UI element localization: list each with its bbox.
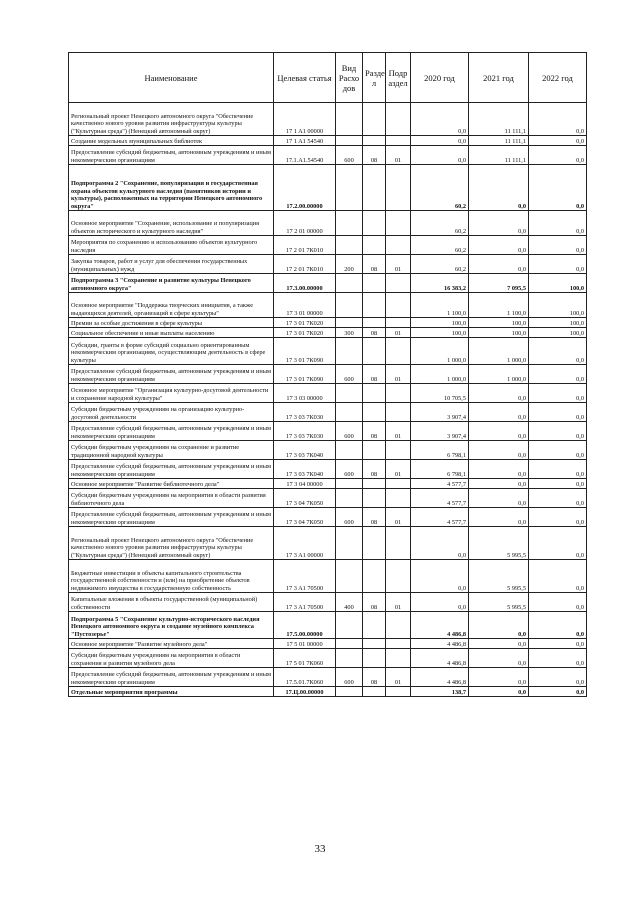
table-row xyxy=(69,274,587,293)
row-2022: 0,0 xyxy=(529,508,587,527)
row-subsection xyxy=(386,236,411,255)
row-name: Социальное обеспечение и иные выплаты населению xyxy=(69,328,274,338)
row-2021: 1 100,0 xyxy=(469,293,529,318)
row-section xyxy=(363,274,386,293)
row-2022: 0,0 xyxy=(529,255,587,274)
row-expense-type xyxy=(336,441,363,460)
row-2020: 4 486,8 xyxy=(411,649,469,668)
row-subsection xyxy=(386,338,411,365)
header-section: Разде л xyxy=(363,53,386,103)
row-target-article: 17.Ц.00.00000 xyxy=(274,687,336,697)
row-subsection: 01 xyxy=(386,668,411,687)
row-name: Предоставление субсидий бюджетным, автономным учреждениям и иным некоммерческим организациям xyxy=(69,365,274,384)
row-2020: 60,2 xyxy=(411,236,469,255)
row-expense-type: 200 xyxy=(336,255,363,274)
row-expense-type: 300 xyxy=(336,328,363,338)
row-name: Предоставление субсидий бюджетным, автономным учреждениям и иным некоммерческим организациям xyxy=(69,508,274,527)
row-2021: 0,0 xyxy=(469,687,529,697)
row-2022: 100,0 xyxy=(529,318,587,328)
row-target-article: 17 5 01 7К060 xyxy=(274,649,336,668)
row-section: 08 xyxy=(363,422,386,441)
row-target-article: 17 3 01 7К020 xyxy=(274,328,336,338)
row-name: Основное мероприятие "Поддержка творческих инициатив, а также выдающихся деятелей, организаций в сфере культуры" xyxy=(69,293,274,318)
row-2020: 6 798,1 xyxy=(411,441,469,460)
row-2021: 0,0 xyxy=(469,441,529,460)
row-target-article: 17.3.00.00000 xyxy=(274,274,336,293)
row-2021: 7 095,5 xyxy=(469,274,529,293)
row-2022: 0,0 xyxy=(529,612,587,639)
row-2020: 1 000,0 xyxy=(411,338,469,365)
row-section xyxy=(363,338,386,365)
row-name: Закупка товаров, работ и услуг для обеспечения государственных (муниципальных) нужд xyxy=(69,255,274,274)
row-2021: 0,0 xyxy=(469,649,529,668)
row-section xyxy=(363,236,386,255)
table-row xyxy=(69,460,587,479)
row-2020: 16 383,2 xyxy=(411,274,469,293)
row-section xyxy=(363,489,386,508)
row-expense-type xyxy=(336,318,363,328)
row-2021: 100,0 xyxy=(469,328,529,338)
row-2021: 11 111,1 xyxy=(469,146,529,165)
row-2021: 0,0 xyxy=(469,422,529,441)
table-row xyxy=(69,338,587,365)
row-subsection xyxy=(386,165,411,211)
row-2020: 0,0 xyxy=(411,560,469,593)
row-expense-type xyxy=(336,639,363,649)
row-2021: 0,0 xyxy=(469,255,529,274)
row-target-article: 17.1.A1.54540 xyxy=(274,146,336,165)
header-subsection: Подр аздел xyxy=(386,53,411,103)
row-2020: 60,2 xyxy=(411,211,469,236)
row-name: Региональный проект Ненецкого автономного округа "Обеспечение качественно нового уровня развития инфраструктуры культуры ("Культурная среда") (Ненецкий автономный округ) xyxy=(69,527,274,560)
row-2020: 3 907,4 xyxy=(411,403,469,422)
row-2020: 100,0 xyxy=(411,318,469,328)
row-section xyxy=(363,384,386,403)
table-row xyxy=(69,593,587,612)
row-2021: 0,0 xyxy=(469,479,529,489)
row-name: Субсидии бюджетным учреждениям на организацию культурно-досуговой деятельности xyxy=(69,403,274,422)
row-subsection: 01 xyxy=(386,593,411,612)
row-2021: 0,0 xyxy=(469,165,529,211)
row-section xyxy=(363,136,386,146)
row-target-article: 17 3 A1 00000 xyxy=(274,527,336,560)
row-2022: 0,0 xyxy=(529,441,587,460)
row-target-article: 17.2.00.00000 xyxy=(274,165,336,211)
row-section: 08 xyxy=(363,146,386,165)
table-row xyxy=(69,165,587,211)
row-name: Предоставление субсидий бюджетным, автономным учреждениям и иным некоммерческим организациям xyxy=(69,146,274,165)
row-name: Подпрограмма 2 "Сохранение, популяризация и государственная охрана объектов культурного наследия (памятников истории и культуры), расположенных на территории Ненецкого автономного округа" xyxy=(69,165,274,211)
row-expense-type xyxy=(336,165,363,211)
table-row xyxy=(69,489,587,508)
row-subsection xyxy=(386,403,411,422)
row-target-article: 17 3 03 7К030 xyxy=(274,403,336,422)
row-target-article: 17 3 01 7К090 xyxy=(274,338,336,365)
row-section: 08 xyxy=(363,255,386,274)
row-section: 08 xyxy=(363,328,386,338)
row-expense-type: 600 xyxy=(336,146,363,165)
row-subsection xyxy=(386,527,411,560)
row-subsection: 01 xyxy=(386,328,411,338)
row-2022: 0,0 xyxy=(529,489,587,508)
page-number: 33 xyxy=(314,843,326,855)
row-2021: 0,0 xyxy=(469,508,529,527)
row-name: Отдельные мероприятия программы xyxy=(69,687,274,697)
table-row xyxy=(69,612,587,639)
row-2021: 11 111,1 xyxy=(469,136,529,146)
row-target-article: 17 3 03 7К030 xyxy=(274,422,336,441)
row-subsection: 01 xyxy=(386,365,411,384)
row-name: Региональный проект Ненецкого автономного округа "Обеспечение качественно нового уровня развития инфраструктуры культуры ("Культурная среда") (Ненецкий автономный округ) xyxy=(69,103,274,136)
row-2021: 1 000,0 xyxy=(469,338,529,365)
table-row xyxy=(69,649,587,668)
row-target-article: 17 3 03 00000 xyxy=(274,384,336,403)
row-section xyxy=(363,639,386,649)
row-name: Основное мероприятие "Сохранение, использование и популяризация объектов исторического и культурного наследия" xyxy=(69,211,274,236)
row-2021: 5 995,5 xyxy=(469,560,529,593)
row-expense-type: 600 xyxy=(336,508,363,527)
row-2022: 0,0 xyxy=(529,422,587,441)
row-name: Субсидии, гранты в форме субсидий социально ориентированным некоммерческим организациям, осуществляющим деятельность в сфере культуры xyxy=(69,338,274,365)
row-2021: 1 000,0 xyxy=(469,365,529,384)
row-2020: 0,0 xyxy=(411,136,469,146)
header-expense-type: Вид Расхо дов xyxy=(336,53,363,103)
row-section xyxy=(363,293,386,318)
row-section: 08 xyxy=(363,668,386,687)
row-2020: 0,0 xyxy=(411,146,469,165)
row-name: Основное мероприятие "Развитие библиотечного дела" xyxy=(69,479,274,489)
row-name: Предоставление субсидий бюджетным, автономным учреждениям и иным некоммерческим организациям xyxy=(69,422,274,441)
row-section xyxy=(363,103,386,136)
row-target-article: 17.5.01.7К060 xyxy=(274,668,336,687)
row-2022: 0,0 xyxy=(529,211,587,236)
row-expense-type xyxy=(336,236,363,255)
row-expense-type xyxy=(336,103,363,136)
row-name: Премии за особые достижения в сфере культуры xyxy=(69,318,274,328)
table-row xyxy=(69,136,587,146)
row-2022: 0,0 xyxy=(529,103,587,136)
row-expense-type xyxy=(336,384,363,403)
table-body xyxy=(69,103,587,697)
row-subsection xyxy=(386,479,411,489)
row-subsection xyxy=(386,103,411,136)
row-target-article: 17 2 01 00000 xyxy=(274,211,336,236)
row-expense-type xyxy=(336,211,363,236)
row-2022: 0,0 xyxy=(529,365,587,384)
row-expense-type: 600 xyxy=(336,460,363,479)
row-subsection: 01 xyxy=(386,460,411,479)
row-2022: 0,0 xyxy=(529,593,587,612)
row-2022: 0,0 xyxy=(529,384,587,403)
table-row xyxy=(69,527,587,560)
row-target-article: 17 3 01 00000 xyxy=(274,293,336,318)
row-target-article: 17 3 03 7К040 xyxy=(274,460,336,479)
row-expense-type xyxy=(336,527,363,560)
row-2022: 0,0 xyxy=(529,338,587,365)
row-subsection xyxy=(386,384,411,403)
row-2022: 0,0 xyxy=(529,639,587,649)
row-2022: 0,0 xyxy=(529,668,587,687)
table-row xyxy=(69,328,587,338)
row-2022: 0,0 xyxy=(529,687,587,697)
row-subsection xyxy=(386,136,411,146)
table-row xyxy=(69,146,587,165)
row-2020: 3 907,4 xyxy=(411,422,469,441)
table-row xyxy=(69,384,587,403)
row-subsection: 01 xyxy=(386,508,411,527)
row-2021: 0,0 xyxy=(469,384,529,403)
row-2021: 0,0 xyxy=(469,460,529,479)
row-expense-type xyxy=(336,293,363,318)
row-2021: 0,0 xyxy=(469,211,529,236)
header-name: Наименование xyxy=(69,53,274,103)
row-2022: 0,0 xyxy=(529,479,587,489)
row-expense-type: 600 xyxy=(336,668,363,687)
table-row xyxy=(69,236,587,255)
row-subsection xyxy=(386,489,411,508)
row-name: Субсидии бюджетным учреждениям на мероприятия в области сохранения и развития музейного дела xyxy=(69,649,274,668)
row-expense-type xyxy=(336,338,363,365)
row-2021: 100,0 xyxy=(469,318,529,328)
row-2022: 100,0 xyxy=(529,328,587,338)
row-2022: 0,0 xyxy=(529,649,587,668)
row-2021: 5 995,5 xyxy=(469,527,529,560)
row-section: 08 xyxy=(363,593,386,612)
row-section xyxy=(363,318,386,328)
row-name: Бюджетные инвестиции в объекты капитального строительства государственной собственности и (или) на приобретение объектов недвижимого имущества в государственную собственность xyxy=(69,560,274,593)
row-2020: 0,0 xyxy=(411,103,469,136)
row-target-article: 17 1 A1 00000 xyxy=(274,103,336,136)
row-2021: 0,0 xyxy=(469,489,529,508)
table-row xyxy=(69,508,587,527)
row-2022: 0,0 xyxy=(529,460,587,479)
row-target-article: 17 3 04 00000 xyxy=(274,479,336,489)
row-expense-type xyxy=(336,403,363,422)
row-2020: 4 486,8 xyxy=(411,668,469,687)
header-2021: 2021 год xyxy=(469,53,529,103)
row-section: 08 xyxy=(363,365,386,384)
table-row xyxy=(69,318,587,328)
row-subsection: 01 xyxy=(386,255,411,274)
table-header-row xyxy=(69,53,587,103)
row-subsection: 01 xyxy=(386,146,411,165)
row-2020: 1 000,0 xyxy=(411,365,469,384)
row-target-article: 17 1 A1 54540 xyxy=(274,136,336,146)
row-section xyxy=(363,479,386,489)
budget-table xyxy=(68,52,587,697)
row-name: Капитальные вложения в объекты государственной (муниципальной) собственности xyxy=(69,593,274,612)
header-target-article: Целевая статья xyxy=(274,53,336,103)
row-subsection xyxy=(386,560,411,593)
row-target-article: 17 3 A1 70500 xyxy=(274,560,336,593)
table-row xyxy=(69,255,587,274)
row-section xyxy=(363,403,386,422)
row-target-article: 17 5 01 00000 xyxy=(274,639,336,649)
row-subsection xyxy=(386,687,411,697)
table-row xyxy=(69,560,587,593)
row-2021: 0,0 xyxy=(469,236,529,255)
row-2021: 5 995,5 xyxy=(469,593,529,612)
row-2020: 60,2 xyxy=(411,165,469,211)
row-expense-type xyxy=(336,479,363,489)
row-2020: 4 577,7 xyxy=(411,508,469,527)
row-section xyxy=(363,612,386,639)
row-name: Подпрограмма 5 "Сохранение культурно-исторического наследия Ненецкого автономного округа и создание музейного комплекса "Пустозерье" xyxy=(69,612,274,639)
row-section xyxy=(363,527,386,560)
row-2022: 0,0 xyxy=(529,146,587,165)
header-2022: 2022 год xyxy=(529,53,587,103)
row-target-article: 17 3 01 7К090 xyxy=(274,365,336,384)
table-row xyxy=(69,687,587,697)
row-expense-type: 600 xyxy=(336,422,363,441)
row-name: Субсидии бюджетным учреждениям на сохранение и развитие традиционной народной культуры xyxy=(69,441,274,460)
row-section xyxy=(363,441,386,460)
row-2022: 0,0 xyxy=(529,136,587,146)
table-row xyxy=(69,211,587,236)
row-expense-type xyxy=(336,489,363,508)
row-2020: 100,0 xyxy=(411,328,469,338)
row-2020: 4 486,8 xyxy=(411,612,469,639)
row-2020: 4 486,8 xyxy=(411,639,469,649)
table-row xyxy=(69,103,587,136)
row-target-article: 17 2 01 7К010 xyxy=(274,236,336,255)
row-2020: 10 705,5 xyxy=(411,384,469,403)
table-row xyxy=(69,403,587,422)
table-row xyxy=(69,365,587,384)
row-name: Подпрограмма 3 "Сохранение и развитие культуры Ненецкого автономного округа" xyxy=(69,274,274,293)
table-row xyxy=(69,293,587,318)
row-target-article: 17 2 01 7К010 xyxy=(274,255,336,274)
row-section xyxy=(363,560,386,593)
row-subsection: 01 xyxy=(386,422,411,441)
row-2020: 0,0 xyxy=(411,527,469,560)
row-target-article: 17 3 03 7К040 xyxy=(274,441,336,460)
row-name: Основное мероприятие "Развитие музейного дела" xyxy=(69,639,274,649)
row-2020: 1 100,0 xyxy=(411,293,469,318)
row-expense-type xyxy=(336,136,363,146)
row-expense-type xyxy=(336,687,363,697)
row-section xyxy=(363,649,386,668)
row-section xyxy=(363,165,386,211)
row-2020: 4 577,7 xyxy=(411,479,469,489)
row-2021: 0,0 xyxy=(469,668,529,687)
row-name: Предоставление субсидий бюджетным, автономным учреждениям и иным некоммерческим организациям xyxy=(69,460,274,479)
row-2022: 0,0 xyxy=(529,527,587,560)
table-row xyxy=(69,639,587,649)
table-row xyxy=(69,668,587,687)
row-section xyxy=(363,211,386,236)
table-row xyxy=(69,479,587,489)
table-row xyxy=(69,441,587,460)
row-expense-type: 600 xyxy=(336,365,363,384)
row-subsection xyxy=(386,318,411,328)
row-2021: 0,0 xyxy=(469,639,529,649)
row-target-article: 17 3 04 7К050 xyxy=(274,489,336,508)
row-name: Мероприятия по сохранению и использованию объектов культурного наследия xyxy=(69,236,274,255)
row-2020: 4 577,7 xyxy=(411,489,469,508)
row-2020: 0,0 xyxy=(411,593,469,612)
row-name: Предоставление субсидий бюджетным, автономным учреждениям и иным некоммерческим организациям xyxy=(69,668,274,687)
table-row xyxy=(69,422,587,441)
row-2022: 0,0 xyxy=(529,165,587,211)
row-subsection xyxy=(386,274,411,293)
row-expense-type xyxy=(336,274,363,293)
row-expense-type: 400 xyxy=(336,593,363,612)
row-expense-type xyxy=(336,560,363,593)
row-2021: 11 111,1 xyxy=(469,103,529,136)
row-subsection xyxy=(386,612,411,639)
row-2021: 0,0 xyxy=(469,612,529,639)
row-name: Создание модельных муниципальных библиотек xyxy=(69,136,274,146)
row-subsection xyxy=(386,639,411,649)
row-2020: 138,7 xyxy=(411,687,469,697)
row-subsection xyxy=(386,649,411,668)
row-target-article: 17 3 A1 70500 xyxy=(274,593,336,612)
row-expense-type xyxy=(336,612,363,639)
row-section: 08 xyxy=(363,460,386,479)
row-target-article: 17 3 04 7К050 xyxy=(274,508,336,527)
row-2022: 0,0 xyxy=(529,403,587,422)
row-subsection xyxy=(386,293,411,318)
header-2020: 2020 год xyxy=(411,53,469,103)
row-2022: 0,0 xyxy=(529,236,587,255)
row-expense-type xyxy=(336,649,363,668)
row-2022: 100,0 xyxy=(529,274,587,293)
row-name: Субсидии бюджетным учреждениям на мероприятия в области развития библиотечного дела xyxy=(69,489,274,508)
row-2022: 100,0 xyxy=(529,293,587,318)
row-target-article: 17.5.00.00000 xyxy=(274,612,336,639)
row-target-article: 17 3 01 7К020 xyxy=(274,318,336,328)
row-2020: 60,2 xyxy=(411,255,469,274)
row-2021: 0,0 xyxy=(469,403,529,422)
row-section: 08 xyxy=(363,508,386,527)
row-subsection xyxy=(386,211,411,236)
row-2020: 6 798,1 xyxy=(411,460,469,479)
row-subsection xyxy=(386,441,411,460)
row-2022: 0,0 xyxy=(529,560,587,593)
row-name: Основное мероприятие "Организация культурно-досуговой деятельности и сохранение народной культуры" xyxy=(69,384,274,403)
row-section xyxy=(363,687,386,697)
